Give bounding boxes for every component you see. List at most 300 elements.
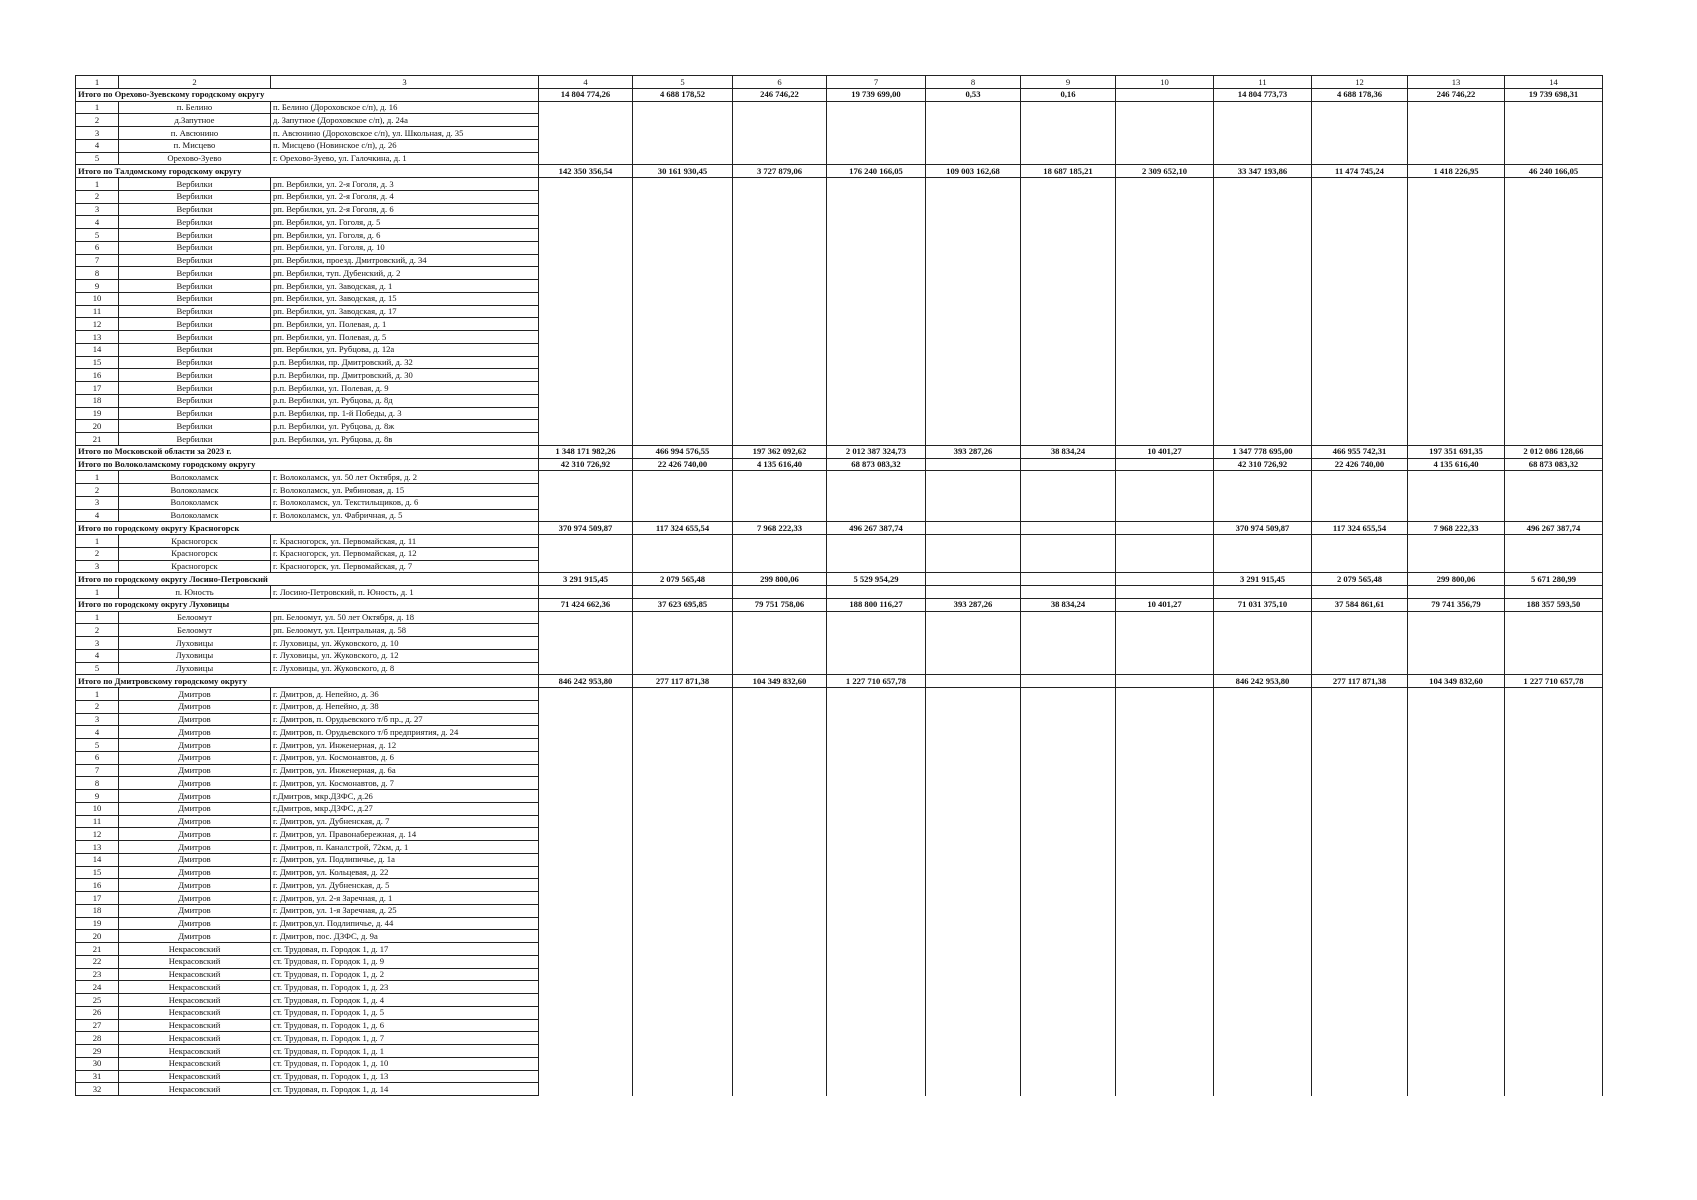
subtotal-value: 370 974 509,87 xyxy=(1214,522,1312,535)
address: ст. Трудовая, п. Городок 1, д. 13 xyxy=(271,1070,539,1083)
empty-cell xyxy=(1505,662,1603,675)
address: рп. Белоомут, ул. Центральная, д. 58 xyxy=(271,624,539,637)
empty-cell xyxy=(1116,509,1214,522)
empty-cell xyxy=(827,496,926,509)
row-number: 28 xyxy=(76,1032,119,1045)
table-row xyxy=(76,688,1603,701)
address: ст. Трудовая, п. Городок 1, д. 6 xyxy=(271,1019,539,1032)
empty-cell xyxy=(827,178,926,191)
settlement-name: д.Запутное xyxy=(119,114,271,127)
empty-cell xyxy=(733,968,827,981)
empty-cell xyxy=(1214,420,1312,433)
empty-cell xyxy=(827,1045,926,1058)
empty-cell xyxy=(1021,930,1116,943)
empty-cell xyxy=(1408,751,1505,764)
settlement-name: Вербилки xyxy=(119,394,271,407)
empty-cell xyxy=(1312,751,1408,764)
address: г. Дмитров, ул. Космонавтов, д. 7 xyxy=(271,777,539,790)
empty-cell xyxy=(539,1032,633,1045)
empty-cell xyxy=(1021,484,1116,497)
empty-cell xyxy=(1505,841,1603,854)
settlement-name: Вербилки xyxy=(119,369,271,382)
empty-cell xyxy=(1116,802,1214,815)
empty-cell xyxy=(1505,331,1603,344)
empty-cell xyxy=(827,802,926,815)
empty-cell xyxy=(1116,1006,1214,1019)
empty-cell xyxy=(1021,241,1116,254)
empty-cell xyxy=(1214,547,1312,560)
empty-cell xyxy=(733,292,827,305)
subtotal-value: 42 310 726,92 xyxy=(1214,458,1312,471)
empty-cell xyxy=(1312,777,1408,790)
empty-cell xyxy=(733,241,827,254)
address: г.Дмитров, мкр.ДЗФС, д.27 xyxy=(271,802,539,815)
empty-cell xyxy=(539,637,633,650)
address: г. Дмитров, ул. Правонабережная, д. 14 xyxy=(271,828,539,841)
row-number: 11 xyxy=(76,305,119,318)
empty-cell xyxy=(633,700,733,713)
empty-cell xyxy=(733,866,827,879)
settlement-name: Некрасовский xyxy=(119,994,271,1007)
empty-cell xyxy=(1505,484,1603,497)
empty-cell xyxy=(1214,943,1312,956)
row-number: 31 xyxy=(76,1070,119,1083)
empty-cell xyxy=(733,1083,827,1096)
empty-cell xyxy=(1408,1019,1505,1032)
empty-cell xyxy=(633,930,733,943)
table-row xyxy=(76,713,1603,726)
settlement-name: Вербилки xyxy=(119,318,271,331)
empty-cell xyxy=(1505,139,1603,152)
column-number: 13 xyxy=(1408,76,1505,89)
subtotal-value: 104 349 832,60 xyxy=(1408,675,1505,688)
empty-cell xyxy=(827,1032,926,1045)
subtotal-row xyxy=(76,573,1603,586)
empty-cell xyxy=(1312,637,1408,650)
address: г. Луховицы, ул. Жуковского, д. 10 xyxy=(271,637,539,650)
empty-cell xyxy=(1505,203,1603,216)
empty-cell xyxy=(827,739,926,752)
table-row xyxy=(76,968,1603,981)
subtotal-label: Итого по Талдомскому городскому округу xyxy=(76,165,539,178)
empty-cell xyxy=(1505,764,1603,777)
empty-cell xyxy=(539,649,633,662)
empty-cell xyxy=(1021,828,1116,841)
empty-cell xyxy=(539,802,633,815)
empty-cell xyxy=(1021,433,1116,446)
empty-cell xyxy=(1116,229,1214,242)
empty-cell xyxy=(539,203,633,216)
subtotal-value: 0,16 xyxy=(1021,88,1116,101)
empty-cell xyxy=(539,866,633,879)
table-row xyxy=(76,649,1603,662)
empty-cell xyxy=(1408,764,1505,777)
empty-cell xyxy=(733,688,827,701)
empty-cell xyxy=(633,292,733,305)
empty-cell xyxy=(926,879,1021,892)
empty-cell xyxy=(926,994,1021,1007)
row-number: 4 xyxy=(76,509,119,522)
empty-cell xyxy=(827,101,926,114)
empty-cell xyxy=(827,127,926,140)
empty-cell xyxy=(539,586,633,599)
empty-cell xyxy=(1312,190,1408,203)
empty-cell xyxy=(1021,802,1116,815)
empty-cell xyxy=(1408,484,1505,497)
empty-cell xyxy=(633,1006,733,1019)
empty-cell xyxy=(827,509,926,522)
empty-cell xyxy=(1021,777,1116,790)
row-number: 14 xyxy=(76,343,119,356)
empty-cell xyxy=(1408,930,1505,943)
empty-cell xyxy=(1021,394,1116,407)
subtotal-value xyxy=(926,675,1021,688)
empty-cell xyxy=(1214,369,1312,382)
subtotal-value: 393 287,26 xyxy=(926,598,1021,611)
address: п. Авсюнино (Дороховское с/п), ул. Школьная, д. 35 xyxy=(271,127,539,140)
empty-cell xyxy=(1408,1006,1505,1019)
row-number: 2 xyxy=(76,547,119,560)
empty-cell xyxy=(827,892,926,905)
settlement-name: Некрасовский xyxy=(119,1045,271,1058)
empty-cell xyxy=(1408,981,1505,994)
address: г. Дмитров, ул. Инженерная, д. 6а xyxy=(271,764,539,777)
empty-cell xyxy=(1312,101,1408,114)
empty-cell xyxy=(1408,139,1505,152)
empty-cell xyxy=(1021,1057,1116,1070)
empty-cell xyxy=(1116,471,1214,484)
empty-cell xyxy=(1116,331,1214,344)
empty-cell xyxy=(1116,662,1214,675)
empty-cell xyxy=(1312,892,1408,905)
empty-cell xyxy=(633,382,733,395)
subtotal-value: 14 804 774,26 xyxy=(539,88,633,101)
empty-cell xyxy=(1505,535,1603,548)
row-number: 2 xyxy=(76,624,119,637)
empty-cell xyxy=(539,841,633,854)
empty-cell xyxy=(926,1070,1021,1083)
table-row xyxy=(76,943,1603,956)
empty-cell xyxy=(733,751,827,764)
empty-cell xyxy=(539,139,633,152)
empty-cell xyxy=(1021,904,1116,917)
empty-cell xyxy=(926,815,1021,828)
empty-cell xyxy=(539,1057,633,1070)
settlement-name: Вербилки xyxy=(119,420,271,433)
empty-cell xyxy=(1021,917,1116,930)
empty-cell xyxy=(1312,356,1408,369)
empty-cell xyxy=(633,560,733,573)
empty-cell xyxy=(1312,382,1408,395)
column-number: 3 xyxy=(271,76,539,89)
empty-cell xyxy=(1116,892,1214,905)
empty-cell xyxy=(539,382,633,395)
empty-cell xyxy=(733,662,827,675)
settlement-name: Волоколамск xyxy=(119,484,271,497)
empty-cell xyxy=(1021,203,1116,216)
settlement-name: Дмитров xyxy=(119,930,271,943)
table-row xyxy=(76,981,1603,994)
settlement-name: Некрасовский xyxy=(119,943,271,956)
empty-cell xyxy=(539,471,633,484)
empty-cell xyxy=(1214,216,1312,229)
table-row xyxy=(76,139,1603,152)
table-row xyxy=(76,917,1603,930)
subtotal-value: 2 012 086 128,66 xyxy=(1505,445,1603,458)
empty-cell xyxy=(1116,1057,1214,1070)
empty-cell xyxy=(1116,292,1214,305)
empty-cell xyxy=(1214,866,1312,879)
empty-cell xyxy=(1312,700,1408,713)
empty-cell xyxy=(1021,318,1116,331)
empty-cell xyxy=(1505,815,1603,828)
empty-cell xyxy=(1021,649,1116,662)
settlement-name: Дмитров xyxy=(119,739,271,752)
empty-cell xyxy=(827,318,926,331)
empty-cell xyxy=(1116,611,1214,624)
address: п. Мисцево (Новинское с/п), д. 26 xyxy=(271,139,539,152)
table-row xyxy=(76,1057,1603,1070)
empty-cell xyxy=(1505,739,1603,752)
empty-cell xyxy=(827,955,926,968)
address: рп. Вербилки, ул. Заводская, д. 15 xyxy=(271,292,539,305)
empty-cell xyxy=(1214,101,1312,114)
empty-cell xyxy=(1214,726,1312,739)
empty-cell xyxy=(1214,700,1312,713)
settlement-name: Красногорск xyxy=(119,535,271,548)
empty-cell xyxy=(539,624,633,637)
empty-cell xyxy=(1312,688,1408,701)
empty-cell xyxy=(539,420,633,433)
empty-cell xyxy=(633,662,733,675)
empty-cell xyxy=(827,139,926,152)
empty-cell xyxy=(827,853,926,866)
empty-cell xyxy=(1408,688,1505,701)
empty-cell xyxy=(733,917,827,930)
empty-cell xyxy=(827,751,926,764)
table-row xyxy=(76,484,1603,497)
empty-cell xyxy=(1021,560,1116,573)
settlement-name: Белоомут xyxy=(119,611,271,624)
empty-cell xyxy=(926,241,1021,254)
empty-cell xyxy=(926,802,1021,815)
empty-cell xyxy=(1408,624,1505,637)
empty-cell xyxy=(1312,331,1408,344)
empty-cell xyxy=(827,764,926,777)
empty-cell xyxy=(1312,114,1408,127)
empty-cell xyxy=(733,841,827,854)
settlement-name: Красногорск xyxy=(119,547,271,560)
settlement-name: Вербилки xyxy=(119,178,271,191)
row-number: 6 xyxy=(76,751,119,764)
empty-cell xyxy=(1505,1083,1603,1096)
empty-cell xyxy=(733,139,827,152)
empty-cell xyxy=(926,1045,1021,1058)
empty-cell xyxy=(733,318,827,331)
empty-cell xyxy=(926,892,1021,905)
subtotal-label: Итого по городскому округу Красногорск xyxy=(76,522,539,535)
empty-cell xyxy=(1312,917,1408,930)
settlement-name: Вербилки xyxy=(119,356,271,369)
empty-cell xyxy=(633,484,733,497)
empty-cell xyxy=(1312,726,1408,739)
row-number: 19 xyxy=(76,407,119,420)
empty-cell xyxy=(1408,203,1505,216)
empty-cell xyxy=(1505,637,1603,650)
empty-cell xyxy=(1408,879,1505,892)
subtotal-value: 246 746,22 xyxy=(1408,88,1505,101)
empty-cell xyxy=(827,700,926,713)
empty-cell xyxy=(827,420,926,433)
subtotal-value: 188 800 116,27 xyxy=(827,598,926,611)
empty-cell xyxy=(539,713,633,726)
empty-cell xyxy=(733,904,827,917)
empty-cell xyxy=(1116,688,1214,701)
empty-cell xyxy=(1312,471,1408,484)
empty-cell xyxy=(1116,994,1214,1007)
empty-cell xyxy=(926,484,1021,497)
empty-cell xyxy=(733,394,827,407)
empty-cell xyxy=(539,560,633,573)
empty-cell xyxy=(926,139,1021,152)
address: ст. Трудовая, п. Городок 1, д. 23 xyxy=(271,981,539,994)
settlement-name: Дмитров xyxy=(119,688,271,701)
settlement-name: Дмитров xyxy=(119,700,271,713)
empty-cell xyxy=(1021,790,1116,803)
address: г. Дмитров, ул. Дубненская, д. 7 xyxy=(271,815,539,828)
empty-cell xyxy=(1505,229,1603,242)
table-row xyxy=(76,101,1603,114)
empty-cell xyxy=(539,943,633,956)
empty-cell xyxy=(1116,484,1214,497)
empty-cell xyxy=(733,509,827,522)
empty-cell xyxy=(1021,229,1116,242)
empty-cell xyxy=(733,1045,827,1058)
subtotal-value: 393 287,26 xyxy=(926,445,1021,458)
empty-cell xyxy=(827,713,926,726)
empty-cell xyxy=(926,382,1021,395)
empty-cell xyxy=(1116,318,1214,331)
empty-cell xyxy=(1408,1032,1505,1045)
empty-cell xyxy=(633,267,733,280)
settlement-name: Дмитров xyxy=(119,777,271,790)
empty-cell xyxy=(1116,841,1214,854)
empty-cell xyxy=(1408,267,1505,280)
row-number: 25 xyxy=(76,994,119,1007)
empty-cell xyxy=(1116,700,1214,713)
empty-cell xyxy=(1505,369,1603,382)
subtotal-value: 299 800,06 xyxy=(733,573,827,586)
empty-cell xyxy=(733,815,827,828)
table-row xyxy=(76,802,1603,815)
settlement-name: п. Мисцево xyxy=(119,139,271,152)
empty-cell xyxy=(1312,229,1408,242)
empty-cell xyxy=(926,280,1021,293)
empty-cell xyxy=(926,190,1021,203)
address: г. Дмитров, п. Орудьевского т/б предприятия, д. 24 xyxy=(271,726,539,739)
empty-cell xyxy=(827,190,926,203)
empty-cell xyxy=(539,917,633,930)
empty-cell xyxy=(1116,764,1214,777)
address: ст. Трудовая, п. Городок 1, д. 4 xyxy=(271,994,539,1007)
empty-cell xyxy=(733,267,827,280)
column-number: 2 xyxy=(119,76,271,89)
empty-cell xyxy=(1408,420,1505,433)
settlement-name: Луховицы xyxy=(119,649,271,662)
empty-cell xyxy=(1505,624,1603,637)
empty-cell xyxy=(1505,509,1603,522)
row-number: 9 xyxy=(76,790,119,803)
empty-cell xyxy=(1214,930,1312,943)
subtotal-value: 4 688 178,52 xyxy=(633,88,733,101)
empty-cell xyxy=(827,917,926,930)
row-number: 5 xyxy=(76,152,119,165)
empty-cell xyxy=(1116,496,1214,509)
empty-cell xyxy=(1214,535,1312,548)
empty-cell xyxy=(1408,611,1505,624)
empty-cell xyxy=(1312,420,1408,433)
row-number: 18 xyxy=(76,394,119,407)
empty-cell xyxy=(926,471,1021,484)
subtotal-value: 0,53 xyxy=(926,88,1021,101)
row-number: 5 xyxy=(76,662,119,675)
empty-cell xyxy=(827,1057,926,1070)
empty-cell xyxy=(1021,471,1116,484)
subtotal-value: 79 751 758,06 xyxy=(733,598,827,611)
empty-cell xyxy=(827,394,926,407)
empty-cell xyxy=(827,292,926,305)
empty-cell xyxy=(926,904,1021,917)
empty-cell xyxy=(1021,764,1116,777)
empty-cell xyxy=(1021,751,1116,764)
table-row xyxy=(76,930,1603,943)
address: г. Дмитров, ул. Подлипичье, д. 1а xyxy=(271,853,539,866)
empty-cell xyxy=(1214,267,1312,280)
empty-cell xyxy=(1021,624,1116,637)
empty-cell xyxy=(1505,305,1603,318)
empty-cell xyxy=(539,407,633,420)
address: г. Красногорск, ул. Первомайская, д. 12 xyxy=(271,547,539,560)
row-number: 3 xyxy=(76,127,119,140)
empty-cell xyxy=(1116,343,1214,356)
empty-cell xyxy=(633,751,733,764)
empty-cell xyxy=(926,509,1021,522)
column-number: 12 xyxy=(1312,76,1408,89)
empty-cell xyxy=(827,662,926,675)
empty-cell xyxy=(1021,178,1116,191)
address: ст. Трудовая, п. Городок 1, д. 2 xyxy=(271,968,539,981)
empty-cell xyxy=(539,535,633,548)
subtotal-value: 30 161 930,45 xyxy=(633,165,733,178)
row-number: 12 xyxy=(76,318,119,331)
empty-cell xyxy=(926,496,1021,509)
empty-cell xyxy=(633,433,733,446)
empty-cell xyxy=(1021,1032,1116,1045)
address: г. Дмитров, д. Непейно, д. 36 xyxy=(271,688,539,701)
empty-cell xyxy=(733,943,827,956)
empty-cell xyxy=(539,394,633,407)
empty-cell xyxy=(926,1057,1021,1070)
subtotal-value xyxy=(926,522,1021,535)
empty-cell xyxy=(633,229,733,242)
empty-cell xyxy=(733,369,827,382)
subtotal-value: 42 310 726,92 xyxy=(539,458,633,471)
subtotal-value: 197 362 092,62 xyxy=(733,445,827,458)
settlement-name: Дмитров xyxy=(119,879,271,892)
row-number: 4 xyxy=(76,726,119,739)
empty-cell xyxy=(926,267,1021,280)
empty-cell xyxy=(926,637,1021,650)
